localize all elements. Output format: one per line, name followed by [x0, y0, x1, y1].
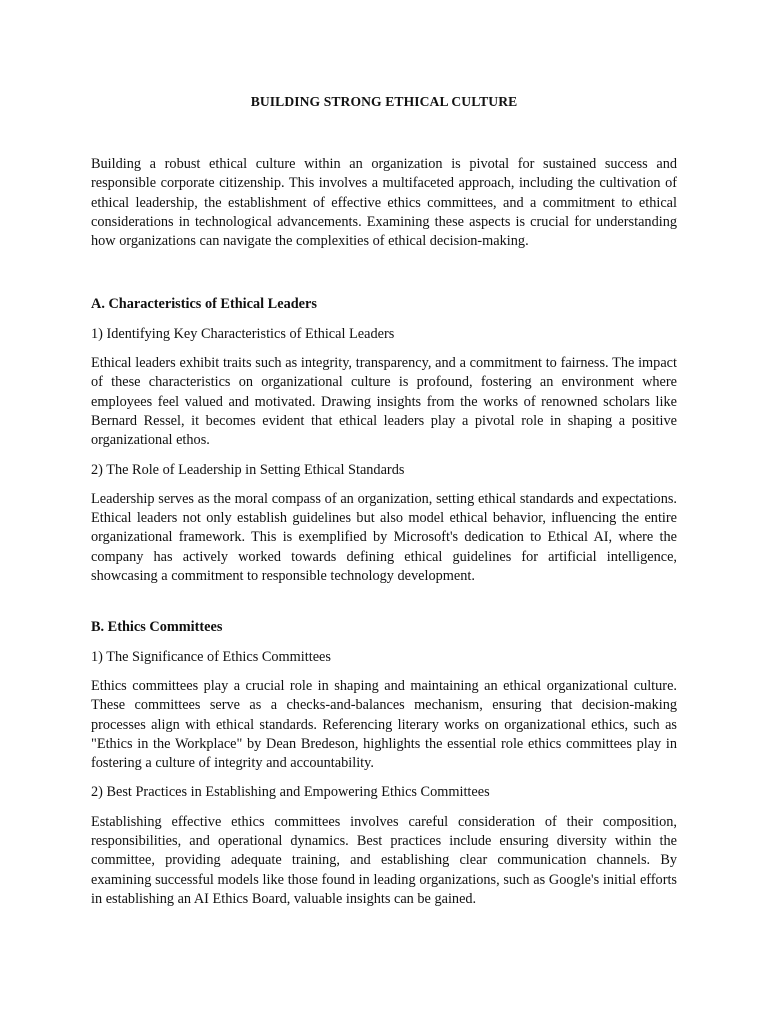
document-page: [91, 92, 677, 919]
subsection-heading-b2: 2) Best Practices in Establishing and Empowering Ethics Committees: [91, 784, 490, 801]
intro-paragraph: Building a robust ethical culture within an organization is pivotal for sustained success and responsible corporate citizenship. This involves a multifaceted approach, including the cultivation of ethical leadership, the establishment of effective ethics committees, and a commitment to ethical considerations in technological advancements. Examining these aspects is crucial for understanding how organizations can navigate the complexities of ethical decision-making.: [91, 156, 677, 250]
subsection-body-a1: Ethical leaders exhibit traits such as integrity, transparency, and a commitment to fairness. The impact of these characteristics on organizational culture is profound, fostering an environment where employees feel valued and motivated. Drawing insights from the works of renowned scholars like Bernard Ressel, it becomes evident that ethical leaders play a pivotal role in shaping a positive organizational ethos.: [91, 355, 677, 449]
subsection-body-b1: Ethics committees play a crucial role in shaping and maintaining an ethical organizational culture. These committees serve as a checks-and-balances mechanism, ensuring that decision-making processes align with ethical standards. Referencing literary works on organizational ethics, such as "Ethics in the Workplace" by Dean Bredeson, highlights the essential role ethics committees play in fostering a culture of integrity and accountability.: [91, 677, 677, 772]
subsection-heading-a1: 1) Identifying Key Characteristics of Ethical Leaders: [91, 325, 395, 342]
subsection-heading-a2: 2) The Role of Leadership in Setting Ethical Standards: [91, 461, 405, 478]
section-heading-b: B. Ethics Committees: [91, 619, 223, 636]
subsection-body-a2: Leadership serves as the moral compass of an organization, setting ethical standards and expectations. Ethical leaders not only establish guidelines but also model ethical behavior, influencing the entire organizational framework. This is exemplified by Microsoft's dedication to Ethical AI, where the company has actively worked towards defining ethical guidelines for artificial intelligence, showcasing a commitment to responsible technology development.: [91, 490, 677, 585]
subsection-body-b2: Establishing effective ethics committees involves careful consideration of their composition, responsibilities, and operational dynamics. Best practices include ensuring diversity within the committee, providing adequate training, and establishing clear communication channels. By examining successful models like those found in leading organizations, such as Google's initial efforts in establishing an AI Ethics Board, valuable insights can be gained.: [91, 813, 677, 907]
document-title: BUILDING STRONG ETHICAL CULTURE: [250, 94, 518, 109]
section-heading-a: A. Characteristics of Ethical Leaders: [91, 296, 317, 313]
subsection-heading-b1: 1) The Significance of Ethics Committees: [91, 648, 331, 665]
